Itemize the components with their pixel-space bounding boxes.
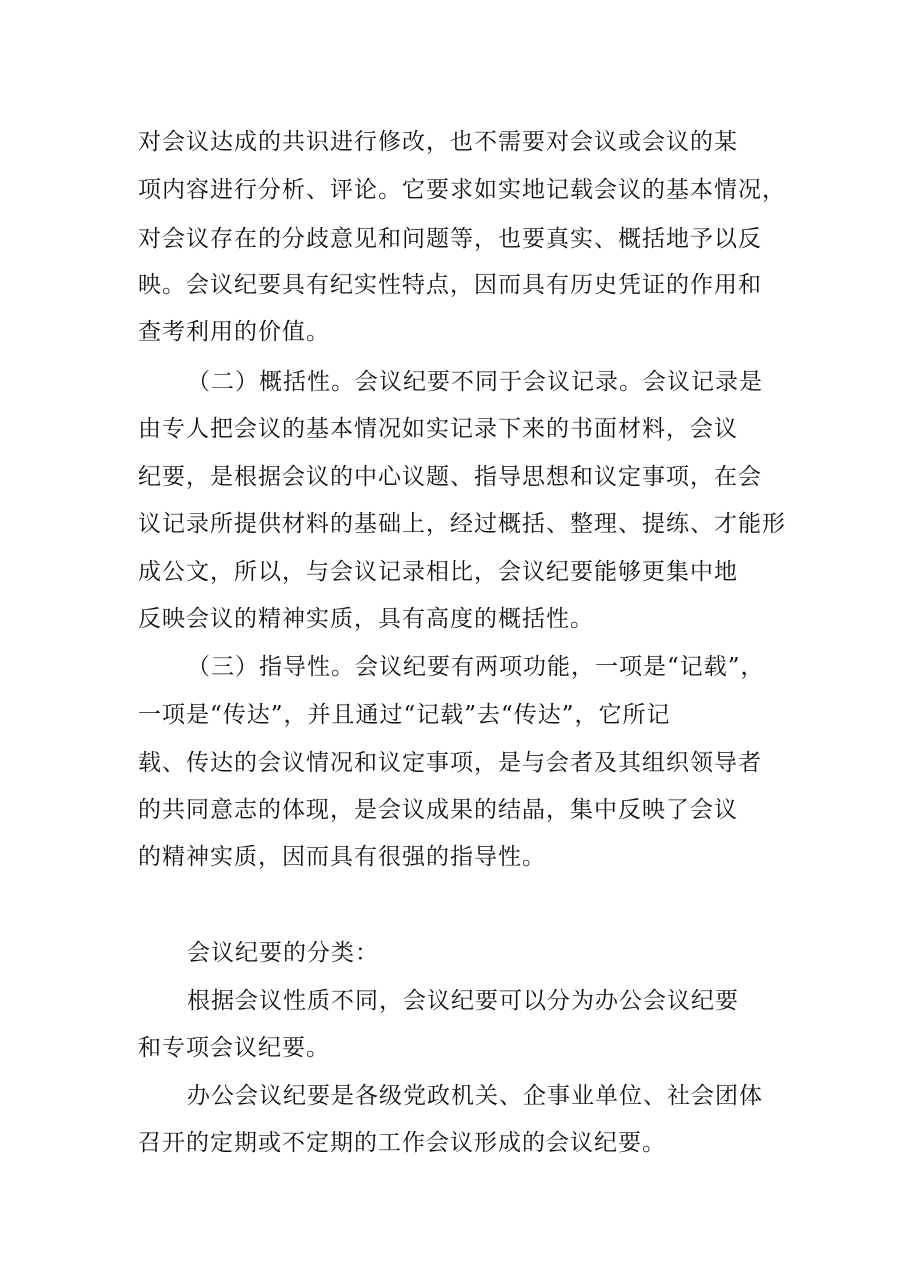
section-heading: 会议纪要的分类： <box>187 940 379 966</box>
text-line: 映。会议纪要具有纪实性特点，因而具有历史凭证的作用和 <box>138 272 762 298</box>
text-line: 对会议存在的分歧意见和问题等，也要真实、概括地予以反 <box>138 226 762 252</box>
text-line: 载、传达的会议情况和议定事项，是与会者及其组织领导者 <box>138 750 762 776</box>
text-line: 纪要，是根据会议的中心议题、指导思想和议定事项，在会 <box>138 464 762 490</box>
text-line: 召开的定期或不定期的工作会议形成的会议纪要。 <box>138 1130 666 1156</box>
text-line: 查考利用的价值。 <box>138 319 330 345</box>
text-line: 议记录所提供材料的基础上，经过概括、整理、提练、才能形 <box>138 511 786 537</box>
text-line: 对会议达成的共识进行修改，也不需要对会议或会议的某 <box>138 129 738 155</box>
text-line: 由专人把会议的基本情况如实记录下来的书面材料，会议 <box>138 416 738 442</box>
text-line: 反映会议的精神实质，具有高度的概括性。 <box>138 606 594 632</box>
text-line: 办公会议纪要是各级党政机关、企事业单位、社会团体 <box>187 1083 763 1109</box>
paragraph-heading-line: （三）指导性。会议纪要有两项功能，一项是“记载”， <box>187 654 765 680</box>
text-line: 和专项会议纪要。 <box>138 1035 330 1061</box>
text-line: 根据会议性质不同，会议纪要可以分为办公会议纪要 <box>187 988 739 1014</box>
paragraph-heading-line: （二）概括性。会议纪要不同于会议记录。会议记录是 <box>187 369 763 395</box>
text-line: 成公文，所以，与会议记录相比，会议纪要能够更集中地 <box>138 559 738 585</box>
text-line: 的精神实质，因而具有很强的指导性。 <box>138 844 546 870</box>
text-line: 的共同意志的体现，是会议成果的结晶，集中反映了会议 <box>138 797 738 823</box>
text-line: 项内容进行分析、评论。它要求如实地记载会议的基本情况， <box>138 177 786 203</box>
text-line: 一项是“传达”，并且通过“记载”去“传达”，它所记 <box>138 702 671 728</box>
